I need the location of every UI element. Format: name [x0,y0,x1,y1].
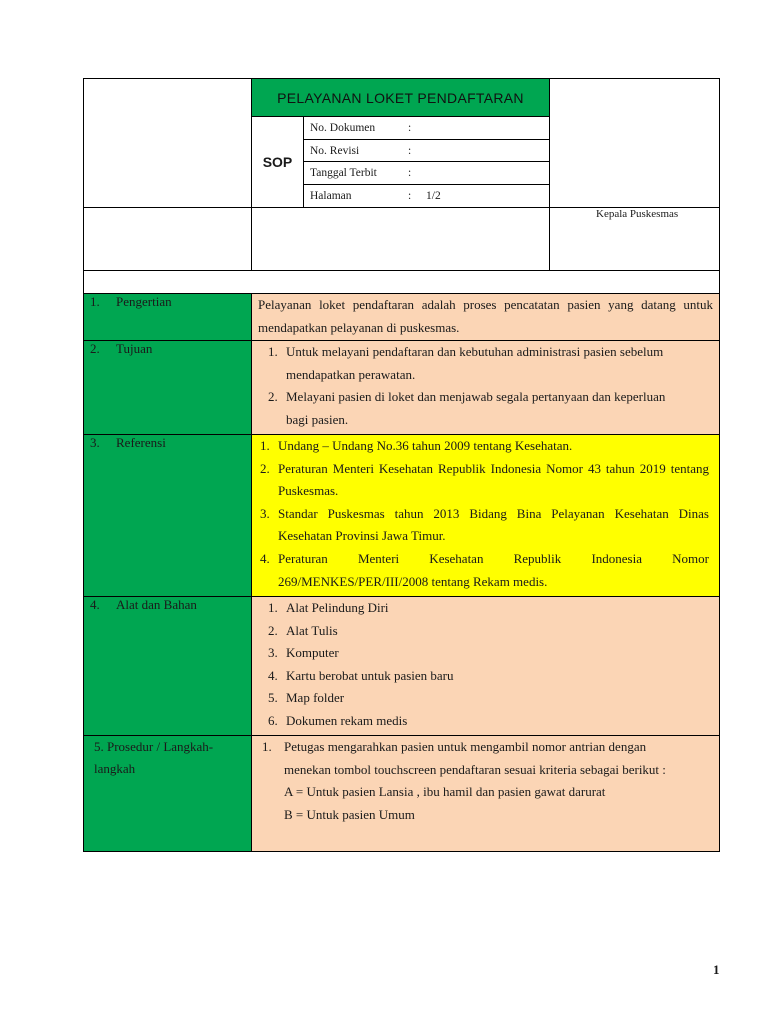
section-content-tujuan [251,340,720,435]
section-label: Prosedur / Langkah-langkah [94,739,214,776]
meta-value: 1/2 [426,190,441,202]
procedure-step [262,736,675,781]
list-item: 5. Map folder [268,690,345,706]
section-label: Alat dan Bahan [116,597,197,612]
step-text: Petugas mengarahkan pasien untuk mengambil nomor antrian dengan menekan tombol touchscreen pendaftaran sesuai kriteria sebagai berikut : [284,739,666,777]
pengertian-text: Pelayanan loket pendaftaran adalah proses pencatatan pasien yang datang untuk mendapatkan pelayanan di puskesmas. [258,297,713,335]
meta-row-no-revisi [303,139,550,162]
list-item: 2. Peraturan Menteri Kesehatan Republik Indonesia Nomor 43 tahun 2019 tentang Puskesmas. [260,460,709,499]
section-label-referensi [83,434,252,597]
spacer-row [83,270,720,294]
list-item: 4. Kartu berobat untuk pasien baru [268,667,454,683]
section-label: Referensi [116,435,166,450]
section-label-tujuan [83,340,252,435]
meta-row-tanggal-terbit [303,161,550,185]
signature-middle-cell [251,207,550,271]
section-content-alat-dan-bahan [251,596,720,736]
sop-label: SOP [262,154,293,170]
signature-left-cell [83,207,252,271]
list-item: 2. Alat Tulis [268,622,338,638]
procedure-sub-item: A = Untuk pasien Lansia , ibu hamil dan pasien gawat darurat [284,784,606,800]
section-number: 3. [90,435,100,450]
meta-colon: : [408,167,412,179]
section-content-pengertian [251,293,720,341]
meta-row-halaman [303,184,550,208]
section-number: 2. [90,341,100,356]
section-number: 1. [90,294,100,309]
section-label-prosedur [83,735,252,852]
page-number: 1 [713,962,720,977]
list-item: 3. Standar Puskesmas tahun 2013 Bidang Bina Pelayanan Kesehatan Dinas Kesehatan Provinsi Jawa Timur. [260,505,709,544]
meta-colon: : [408,122,412,134]
document-title: PELAYANAN LOKET PENDAFTARAN [251,78,550,117]
signer-title: Kepala Puskesmas [596,208,679,220]
sop-label-cell [251,116,304,208]
list-item: 3. Komputer [268,645,339,661]
section-number: 4. [90,597,100,612]
list-item: 1. Undang – Undang No.36 tahun 2009 tentang Kesehatan. [260,438,573,453]
section-label: Pengertian [116,294,172,309]
meta-key: Halaman [310,190,352,202]
list-item: 1. Alat Pelindung Diri [268,600,389,615]
signature-right-cell [549,207,720,271]
section-content-referensi [251,434,720,597]
section-label-pengertian [83,293,252,341]
list-item: 2. Melayani pasien di loket dan menjawab segala pertanyaan dan keperluan bagi pasien. [268,389,666,427]
meta-row-no-dokumen [303,116,550,140]
meta-key: No. Revisi [310,144,360,157]
meta-key: No. Dokumen [310,122,376,134]
procedure-sub-item: B = Untuk pasien Umum [284,806,415,822]
step-number: 1. [262,739,272,754]
section-label-alat-dan-bahan [83,596,252,736]
section-label: Tujuan [116,341,153,356]
list-item: 1. Untuk melayani pendaftaran dan kebutuhan administrasi pasien sebelum mendapatkan perawatan. [268,344,664,382]
section-content-prosedur [251,735,720,852]
meta-key: Tanggal Terbit [310,167,377,179]
header-right-cell [549,78,720,208]
list-item: 6. Dokumen rekam medis [268,712,408,728]
meta-colon: : [408,190,412,202]
logo-cell [83,78,252,208]
list-item: 4. Peraturan Menteri Kesehatan Republik Indonesia Nomor 269/MENKES/PER/III/2008 tentang Rekam medis. [260,550,709,589]
section-number: 5. [94,739,104,754]
meta-colon: : [408,144,412,157]
